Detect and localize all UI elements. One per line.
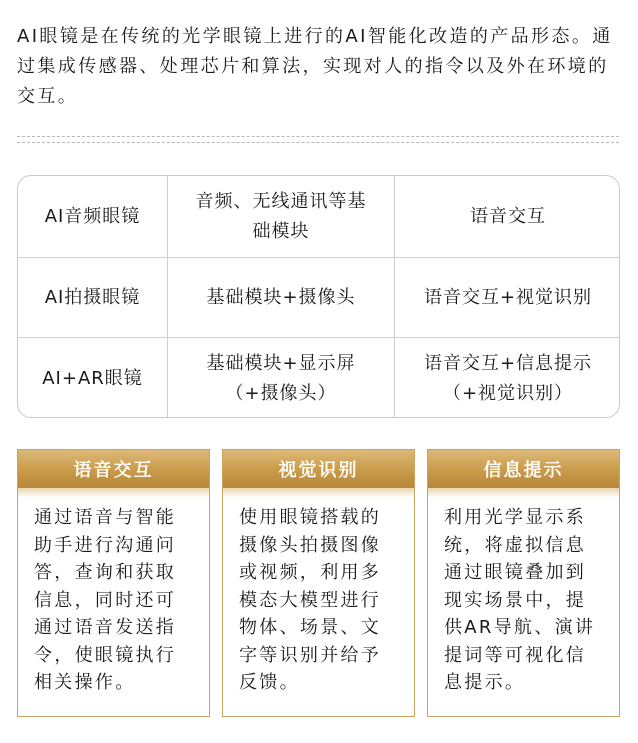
function-cell: 语音交互 [394,176,620,257]
hardware-cell: 基础模块+摄像头 [167,258,394,337]
card-title: 视觉识别 [223,450,414,488]
table-row [18,257,620,337]
card-body: 通过语音与智能助手进行沟通问答，查询和获取信息，同时还可通过语音发送指令，使眼镜执行相关操作。 [34,507,177,693]
card-title: 信息提示 [428,450,619,488]
hardware-cell: 音频、无线通讯等基础模块 [167,176,394,257]
intro-paragraph: AI眼镜是在传统的光学眼镜上进行的AI智能化改造的产品形态。通过集成传感器、处理芯片和算法，实现对人的指令以及外在环境的交互。 [17,26,613,107]
function-cell: 语音交互+视觉识别 [394,258,620,337]
glasses-type-table [17,175,620,418]
function-cell: 语音交互+信息提示（+视觉识别） [394,338,620,418]
type-cell: AI+AR眼镜 [42,367,143,389]
card-body: 使用眼镜搭载的摄像头拍摄图像或视频，利用多模态大模型进行物体、场景、文字等识别并给予反馈。 [239,507,382,693]
type-cell: AI音频眼镜 [44,205,141,227]
card-title: 语音交互 [18,450,209,488]
card-voice-interaction [17,449,210,717]
card-info-prompt [427,449,620,717]
table-row [18,176,620,257]
card-visual-recognition [222,449,415,717]
table-row [18,337,620,418]
card-body: 利用光学显示系统，将虚拟信息通过眼镜叠加到现实场景中，提供AR导航、演讲提词等可视化信息提示。 [444,507,596,693]
dashed-divider-bottom [17,142,619,143]
dashed-divider-top [17,136,619,137]
hardware-cell: 基础模块+显示屏（+摄像头） [167,338,394,418]
type-cell: AI拍摄眼镜 [44,286,141,308]
